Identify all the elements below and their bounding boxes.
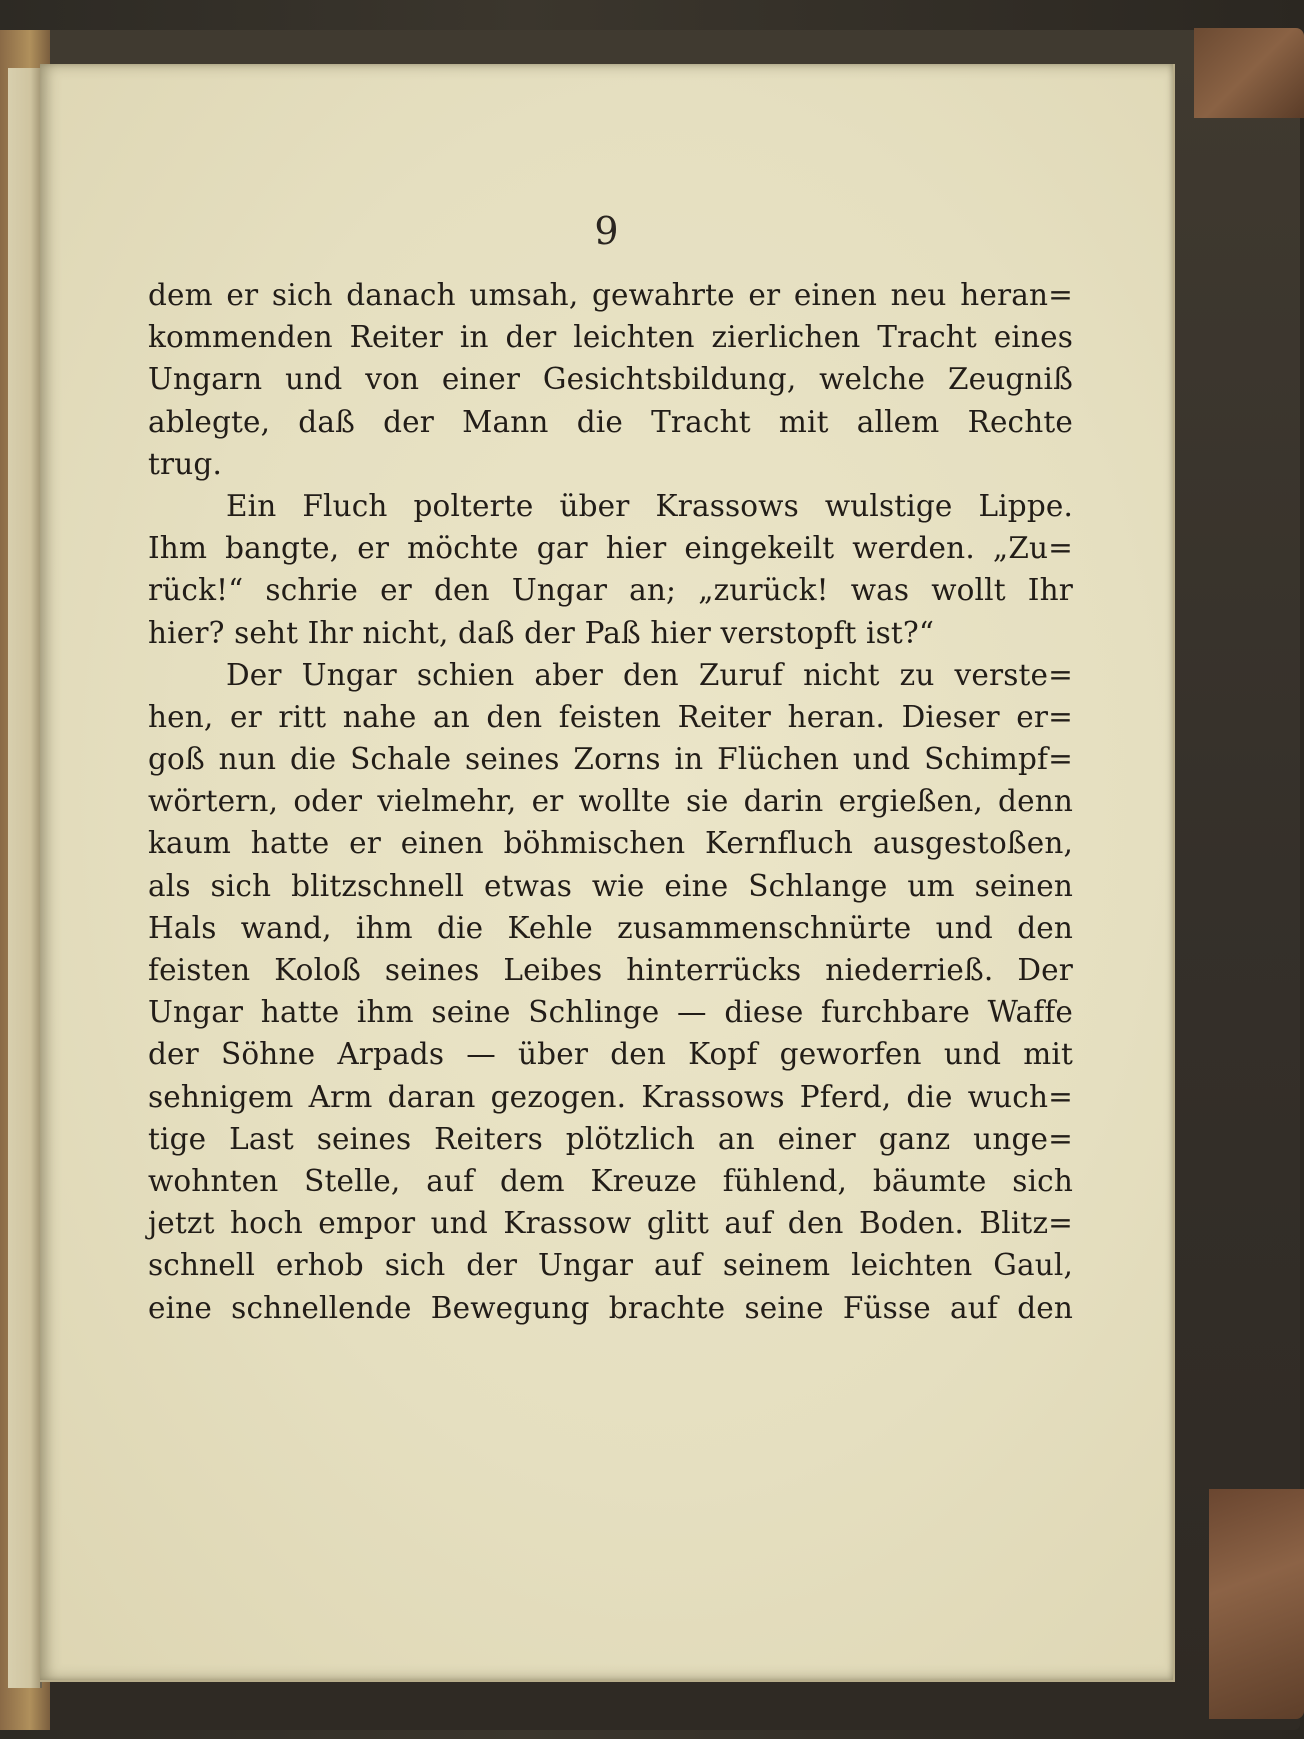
cover-corner-bottom <box>1209 1489 1304 1719</box>
text-line: Ein Fluch polterte über Krassows wulstige Lippe. <box>226 488 1073 523</box>
book-page <box>40 64 1175 1682</box>
text-line: Ungar hatte ihm seine Schlinge — diese furchbare Waffe <box>148 995 1073 1030</box>
text-line: hier? seht Ihr nicht, daß der Paß hier verstopft ist?“ <box>148 615 935 650</box>
text-line: der Söhne Arpads — über den Kopf geworfen und mit <box>148 1037 1073 1072</box>
page-number: 9 <box>594 209 619 253</box>
text-line: als sich blitzschnell etwas wie eine Schlange um seinen <box>148 868 1073 903</box>
text-line: feisten Koloß seines Leibes hinterrücks niederrieß. Der <box>148 953 1073 987</box>
text-line: sehnigem Arm daran gezogen. Krassows Pferd, die wuch= <box>148 1079 1073 1114</box>
text-line: jetzt hoch empor und Krassow glitt auf den Boden. Blitz= <box>148 1206 1073 1241</box>
text-line: tige Last seines Reiters plötzlich an einer ganz unge= <box>148 1121 1073 1156</box>
text-line: Hals wand, ihm die Kehle zusammenschnürte und den <box>148 910 1073 945</box>
text-line: Ungarn und von einer Gesichtsbildung, welche Zeugniß <box>148 362 1073 397</box>
text-line: Ihm bangte, er möchte gar hier eingekeilt werden. „Zu= <box>148 531 1073 566</box>
text-line: wohnten Stelle, auf dem Kreuze fühlend, bäumte sich <box>148 1163 1073 1198</box>
text-line: eine schnellende Bewegung brachte seine Füsse auf den <box>148 1290 1073 1325</box>
text-line: goß nun die Schale seines Zorns in Flüchen und Schimpf= <box>148 742 1073 777</box>
text-line: ablegte, daß der Mann die Tracht mit allem Rechte <box>148 404 1073 439</box>
text-line: schnell erhob sich der Ungar auf seinem leichten Gaul, <box>148 1248 1073 1283</box>
text-line: Der Ungar schien aber den Zuruf nicht zu verste= <box>226 657 1073 692</box>
text-line: wörtern, oder vielmehr, er wollte sie darin ergießen, denn <box>148 784 1073 819</box>
text-line: kaum hatte er einen böhmischen Kernfluch ausgestoßen, <box>148 826 1073 861</box>
text-line: kommenden Reiter in der leichten zierlichen Tracht eines <box>148 320 1073 355</box>
page-text <box>148 274 1073 1329</box>
text-line: rück!“ schrie er den Ungar an; „zurück! was wollt Ihr <box>148 573 1073 608</box>
cover-corner-top <box>1194 28 1304 118</box>
facing-page-edge <box>8 68 42 1688</box>
text-line: trug. <box>148 446 222 481</box>
text-line: hen, er ritt nahe an den feisten Reiter heran. Dieser er= <box>148 699 1073 734</box>
text-line: dem er sich danach umsah, gewahrte er einen neu heran= <box>148 278 1073 312</box>
